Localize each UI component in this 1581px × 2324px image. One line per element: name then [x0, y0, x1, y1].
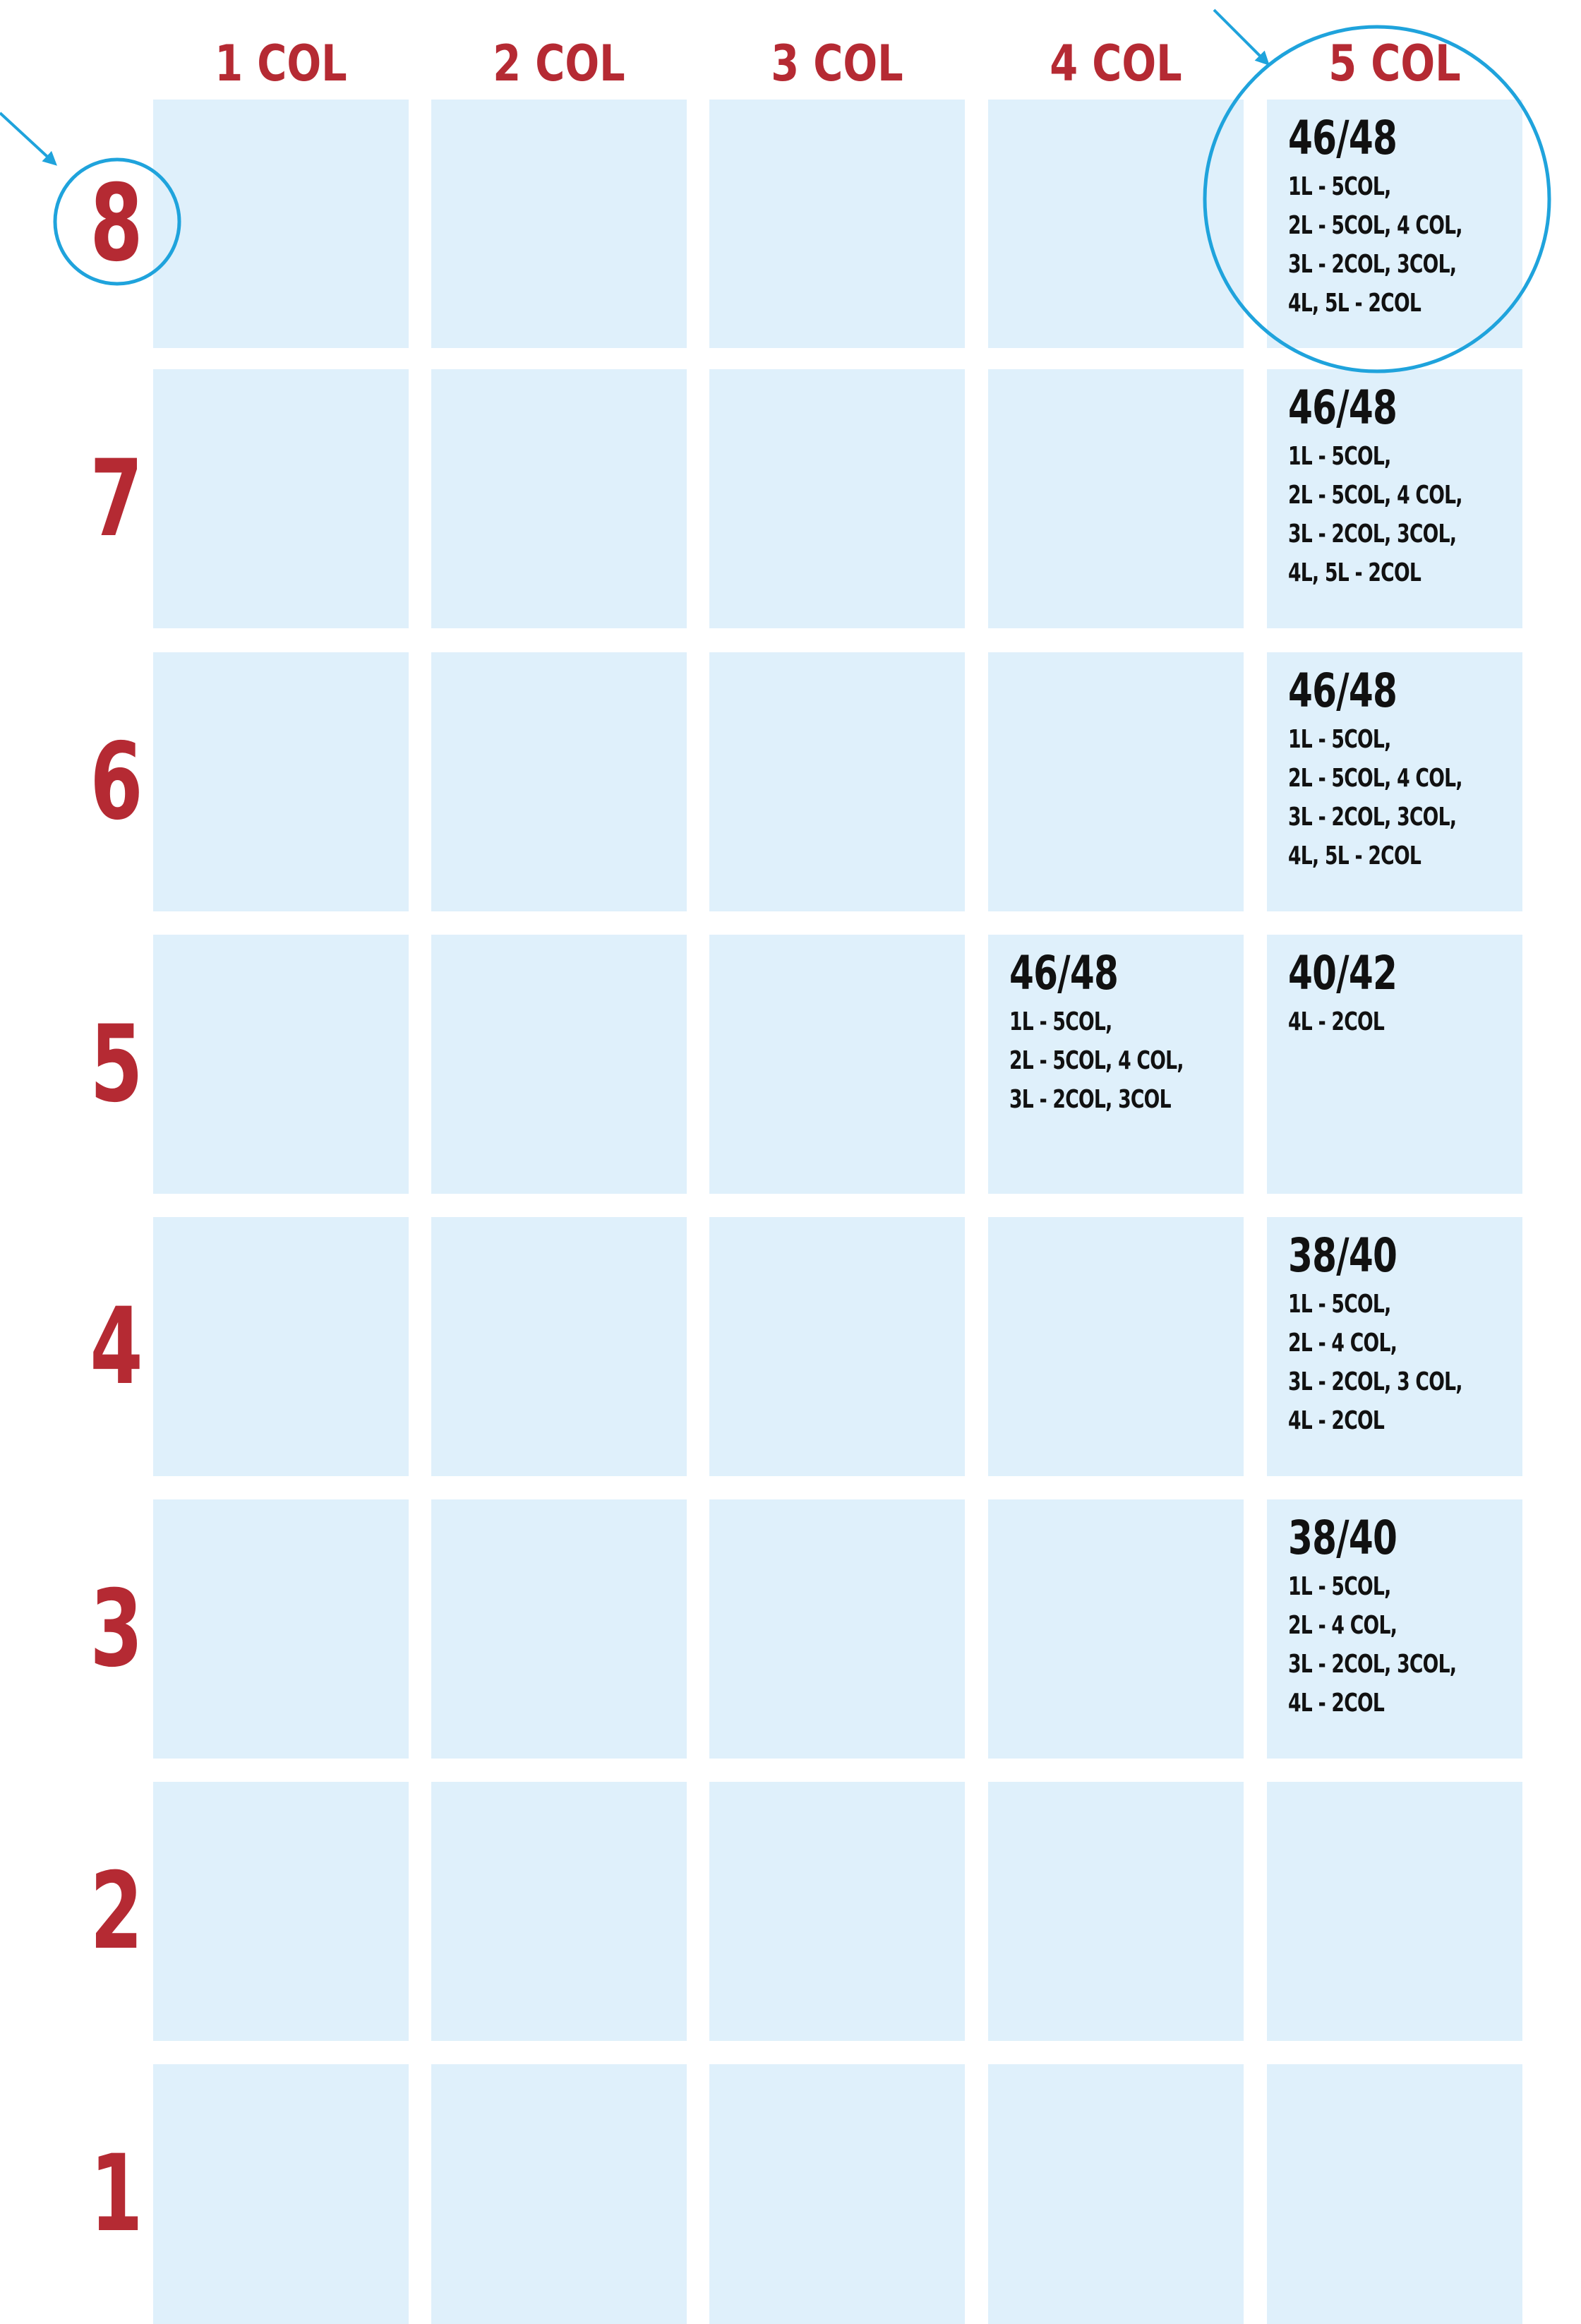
cell-row3-col3 [709, 1499, 965, 1759]
column-header-1: 1 COL [215, 35, 347, 92]
cell-row4-col2 [431, 1217, 687, 1476]
cell-detail-line: 2L - 5COL, 4 COL, [1009, 1046, 1184, 1075]
cell-row7-col2 [431, 369, 687, 628]
cell-detail-line: 2L - 4 COL, [1288, 1611, 1397, 1640]
cell-row1-col4 [988, 2064, 1244, 2324]
cell-detail-line: 3L - 2COL, 3COL, [1288, 250, 1457, 279]
cell-row1-col5 [1267, 2064, 1522, 2324]
cell-row4-col5 [1267, 1217, 1522, 1476]
cell-row6-col1 [153, 652, 409, 911]
cell-size-range: 38/40 [1288, 1228, 1397, 1283]
cell-row2-col3 [709, 1782, 965, 2041]
cell-size-range: 38/40 [1288, 1511, 1397, 1565]
cell-size-range: 46/48 [1288, 381, 1397, 435]
column-header-4: 4 COL [1050, 35, 1182, 92]
cell-detail-line: 1L - 5COL, [1288, 725, 1391, 754]
cell-detail-line: 1L - 5COL, [1009, 1007, 1112, 1036]
row-label-5: 5 [90, 1002, 143, 1126]
cell-row5-col5 [1267, 935, 1522, 1194]
cell-row3-col4 [988, 1499, 1244, 1759]
row-label-7: 7 [90, 437, 143, 561]
cell-detail-line: 3L - 2COL, 3COL, [1288, 1650, 1457, 1679]
cell-detail-line: 4L - 2COL [1288, 1007, 1385, 1036]
cell-row5-col2 [431, 935, 687, 1194]
cell-row7-col4 [988, 369, 1244, 628]
cell-detail-line: 4L, 5L - 2COL [1288, 289, 1421, 318]
cell-size-range: 46/48 [1288, 664, 1397, 718]
cell-detail-line: 3L - 2COL, 3COL, [1288, 520, 1457, 549]
cell-row8-col3 [709, 100, 965, 348]
cell-row6-col3 [709, 652, 965, 911]
cell-detail-line: 4L - 2COL [1288, 1689, 1385, 1718]
cell-row7-col5 [1267, 369, 1522, 628]
cell-detail-line: 4L - 2COL [1288, 1406, 1385, 1435]
cell-row8-col5 [1267, 100, 1522, 348]
cell-row5-col4 [988, 935, 1244, 1194]
row-label-2: 2 [90, 1850, 143, 1973]
column-5-arrow [1214, 10, 1268, 64]
cell-row3-col1 [153, 1499, 409, 1759]
cell-row6-col2 [431, 652, 687, 911]
cell-row7-col1 [153, 369, 409, 628]
cell-detail-line: 2L - 5COL, 4 COL, [1288, 211, 1462, 240]
cell-row3-col2 [431, 1499, 687, 1759]
cell-row7-col3 [709, 369, 965, 628]
column-header-3: 3 COL [771, 35, 903, 92]
cell-detail-line: 3L - 2COL, 3 COL, [1288, 1367, 1462, 1396]
row-label-6: 6 [90, 720, 143, 844]
cell-detail-line: 3L - 2COL, 3COL, [1288, 803, 1457, 832]
cell-detail-line: 3L - 2COL, 3COL [1009, 1085, 1171, 1114]
cell-row1-col1 [153, 2064, 409, 2324]
cell-row2-col2 [431, 1782, 687, 2041]
cell-row6-col5 [1267, 652, 1522, 911]
cell-row4-col3 [709, 1217, 965, 1476]
cell-row1-col3 [709, 2064, 965, 2324]
row-8-arrow [0, 113, 55, 164]
row-label-3: 3 [90, 1567, 143, 1691]
cell-row6-col4 [988, 652, 1244, 911]
cell-detail-line: 1L - 5COL, [1288, 1572, 1391, 1601]
cell-row2-col5 [1267, 1782, 1522, 2041]
cell-row4-col1 [153, 1217, 409, 1476]
cell-size-range: 46/48 [1288, 111, 1397, 165]
cell-row5-col3 [709, 935, 965, 1194]
cell-row1-col2 [431, 2064, 687, 2324]
cell-row5-col1 [153, 935, 409, 1194]
cell-detail-line: 4L, 5L - 2COL [1288, 558, 1421, 587]
cell-size-range: 40/42 [1288, 946, 1397, 1000]
row-label-4: 4 [90, 1285, 143, 1408]
row-label-8: 8 [90, 162, 143, 285]
cell-row4-col4 [988, 1217, 1244, 1476]
cell-row2-col1 [153, 1782, 409, 2041]
cell-size-range: 46/48 [1009, 946, 1119, 1000]
cell-detail-line: 1L - 5COL, [1288, 442, 1391, 471]
cell-detail-line: 1L - 5COL, [1288, 172, 1391, 201]
cell-detail-line: 2L - 5COL, 4 COL, [1288, 764, 1462, 793]
cell-row8-col4 [988, 100, 1244, 348]
cell-row2-col4 [988, 1782, 1244, 2041]
column-header-5: 5 COL [1328, 35, 1461, 92]
cell-detail-line: 1L - 5COL, [1288, 1290, 1391, 1319]
cell-row8-col1 [153, 100, 409, 348]
cell-row8-col2 [431, 100, 687, 348]
cell-row3-col5 [1267, 1499, 1522, 1759]
cell-detail-line: 2L - 5COL, 4 COL, [1288, 481, 1462, 510]
cell-detail-line: 2L - 4 COL, [1288, 1329, 1397, 1358]
cell-detail-line: 4L, 5L - 2COL [1288, 841, 1421, 870]
column-header-2: 2 COL [493, 35, 625, 92]
row-label-1: 1 [90, 2133, 143, 2256]
